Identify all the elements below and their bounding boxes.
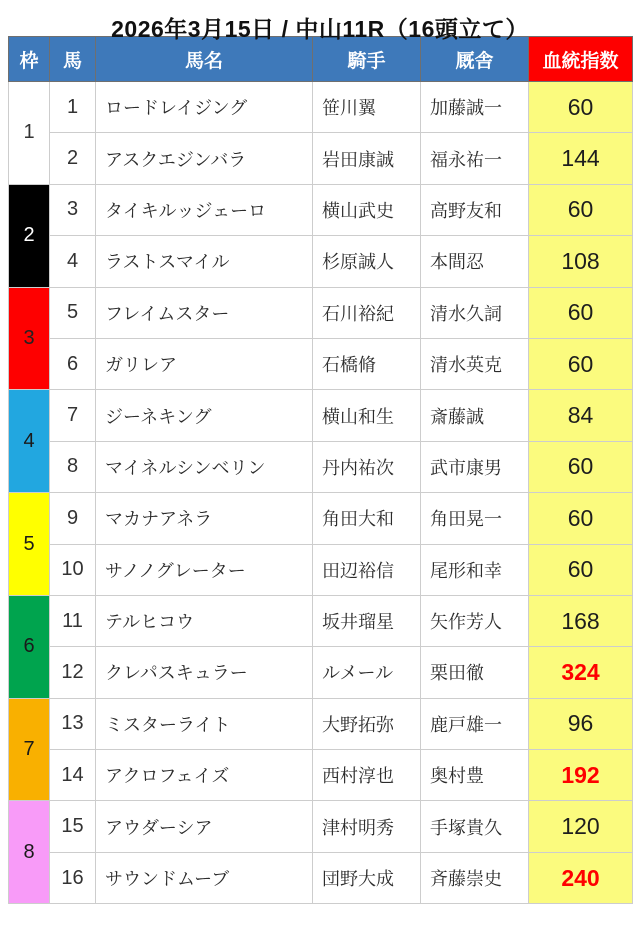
- table-row: [9, 647, 633, 698]
- jockey-cell: 大野拓弥: [313, 698, 421, 749]
- stable-cell: 尾形和幸: [421, 544, 529, 595]
- horse-name-cell: アスクエジンバラ: [96, 133, 313, 184]
- pedigree-index-cell: 60: [529, 338, 633, 389]
- table-row: [9, 698, 633, 749]
- frame-cell: 8: [9, 801, 50, 904]
- horse-name-cell: フレイムスター: [96, 287, 313, 338]
- frame-cell: 2: [9, 184, 50, 287]
- stable-cell: 清水久詞: [421, 287, 529, 338]
- pedigree-index-cell: 60: [529, 184, 633, 235]
- horse-no-cell: 14: [50, 750, 96, 801]
- jockey-cell: 団野大成: [313, 852, 421, 903]
- jockey-cell: 岩田康誠: [313, 133, 421, 184]
- horse-no-cell: 16: [50, 852, 96, 903]
- frame-cell: 4: [9, 390, 50, 493]
- jockey-cell: 石橋脩: [313, 338, 421, 389]
- jockey-cell: 杉原誠人: [313, 236, 421, 287]
- horse-no-cell: 10: [50, 544, 96, 595]
- stable-cell: 鹿戸雄一: [421, 698, 529, 749]
- table-row: [9, 852, 633, 903]
- horse-no-cell: 6: [50, 338, 96, 389]
- frame-cell: 5: [9, 493, 50, 596]
- pedigree-index-cell: 324: [529, 647, 633, 698]
- table-row: [9, 441, 633, 492]
- table-row: [9, 133, 633, 184]
- pedigree-index-cell: 60: [529, 287, 633, 338]
- jockey-cell: 笹川翼: [313, 82, 421, 133]
- race-table-body: [9, 82, 633, 904]
- pedigree-index-cell: 84: [529, 390, 633, 441]
- race-table: [8, 36, 633, 904]
- pedigree-index-cell: 60: [529, 544, 633, 595]
- jockey-cell: 西村淳也: [313, 750, 421, 801]
- horse-name-cell: ラストスマイル: [96, 236, 313, 287]
- jockey-cell: 角田大和: [313, 493, 421, 544]
- stable-cell: 斎藤誠: [421, 390, 529, 441]
- horse-name-cell: サノノグレーター: [96, 544, 313, 595]
- table-row: [9, 801, 633, 852]
- table-row: [9, 544, 633, 595]
- horse-name-cell: ジーネキング: [96, 390, 313, 441]
- table-row: [9, 236, 633, 287]
- horse-no-cell: 9: [50, 493, 96, 544]
- horse-name-cell: アウダーシア: [96, 801, 313, 852]
- frame-cell: 3: [9, 287, 50, 390]
- jockey-cell: 田辺裕信: [313, 544, 421, 595]
- horse-no-cell: 4: [50, 236, 96, 287]
- horse-no-cell: 7: [50, 390, 96, 441]
- col-header-horse-name: 馬名: [96, 37, 313, 82]
- pedigree-index-cell: 144: [529, 133, 633, 184]
- jockey-cell: 横山武史: [313, 184, 421, 235]
- stable-cell: 奥村豊: [421, 750, 529, 801]
- horse-no-cell: 15: [50, 801, 96, 852]
- horse-name-cell: テルヒコウ: [96, 595, 313, 646]
- horse-name-cell: ロードレイジング: [96, 82, 313, 133]
- jockey-cell: 坂井瑠星: [313, 595, 421, 646]
- table-row: [9, 595, 633, 646]
- stable-cell: 手塚貴久: [421, 801, 529, 852]
- jockey-cell: 丹内祐次: [313, 441, 421, 492]
- pedigree-index-cell: 168: [529, 595, 633, 646]
- jockey-cell: 横山和生: [313, 390, 421, 441]
- pedigree-index-cell: 192: [529, 750, 633, 801]
- horse-name-cell: マカナアネラ: [96, 493, 313, 544]
- horse-name-cell: ミスターライト: [96, 698, 313, 749]
- horse-name-cell: サウンドムーブ: [96, 852, 313, 903]
- table-row: [9, 390, 633, 441]
- frame-cell: 6: [9, 595, 50, 698]
- horse-no-cell: 3: [50, 184, 96, 235]
- table-row: [9, 82, 633, 133]
- table-row: [9, 287, 633, 338]
- jockey-cell: 津村明秀: [313, 801, 421, 852]
- col-header-pedigree-index: 血統指数: [529, 37, 633, 82]
- horse-no-cell: 8: [50, 441, 96, 492]
- table-row: [9, 493, 633, 544]
- horse-name-cell: アクロフェイズ: [96, 750, 313, 801]
- stable-cell: 斉藤崇史: [421, 852, 529, 903]
- col-header-horse-no: 馬: [50, 37, 96, 82]
- page-title: 2026年3月15日 / 中山11R（16頭立て）: [111, 16, 529, 42]
- pedigree-index-cell: 240: [529, 852, 633, 903]
- pedigree-index-cell: 108: [529, 236, 633, 287]
- stable-cell: 栗田徹: [421, 647, 529, 698]
- horse-no-cell: 5: [50, 287, 96, 338]
- table-row: [9, 338, 633, 389]
- horse-no-cell: 1: [50, 82, 96, 133]
- col-header-frame: 枠: [9, 37, 50, 82]
- table-row: [9, 750, 633, 801]
- stable-cell: 矢作芳人: [421, 595, 529, 646]
- stable-cell: 角田晃一: [421, 493, 529, 544]
- stable-cell: 本間忍: [421, 236, 529, 287]
- stable-cell: 武市康男: [421, 441, 529, 492]
- stable-cell: 福永祐一: [421, 133, 529, 184]
- jockey-cell: ルメール: [313, 647, 421, 698]
- pedigree-index-cell: 120: [529, 801, 633, 852]
- horse-name-cell: クレパスキュラー: [96, 647, 313, 698]
- horse-name-cell: マイネルシンベリン: [96, 441, 313, 492]
- table-row: [9, 184, 633, 235]
- stable-cell: 清水英克: [421, 338, 529, 389]
- pedigree-index-cell: 60: [529, 82, 633, 133]
- pedigree-index-cell: 96: [529, 698, 633, 749]
- col-header-jockey: 騎手: [313, 37, 421, 82]
- stable-cell: 加藤誠一: [421, 82, 529, 133]
- pedigree-index-cell: 60: [529, 441, 633, 492]
- horse-no-cell: 13: [50, 698, 96, 749]
- horse-no-cell: 11: [50, 595, 96, 646]
- horse-no-cell: 12: [50, 647, 96, 698]
- horse-name-cell: ガリレア: [96, 338, 313, 389]
- jockey-cell: 石川裕紀: [313, 287, 421, 338]
- horse-no-cell: 2: [50, 133, 96, 184]
- col-header-stable: 厩舎: [421, 37, 529, 82]
- frame-cell: 1: [9, 82, 50, 185]
- horse-name-cell: タイキルッジェーロ: [96, 184, 313, 235]
- frame-cell: 7: [9, 698, 50, 801]
- stable-cell: 高野友和: [421, 184, 529, 235]
- pedigree-index-cell: 60: [529, 493, 633, 544]
